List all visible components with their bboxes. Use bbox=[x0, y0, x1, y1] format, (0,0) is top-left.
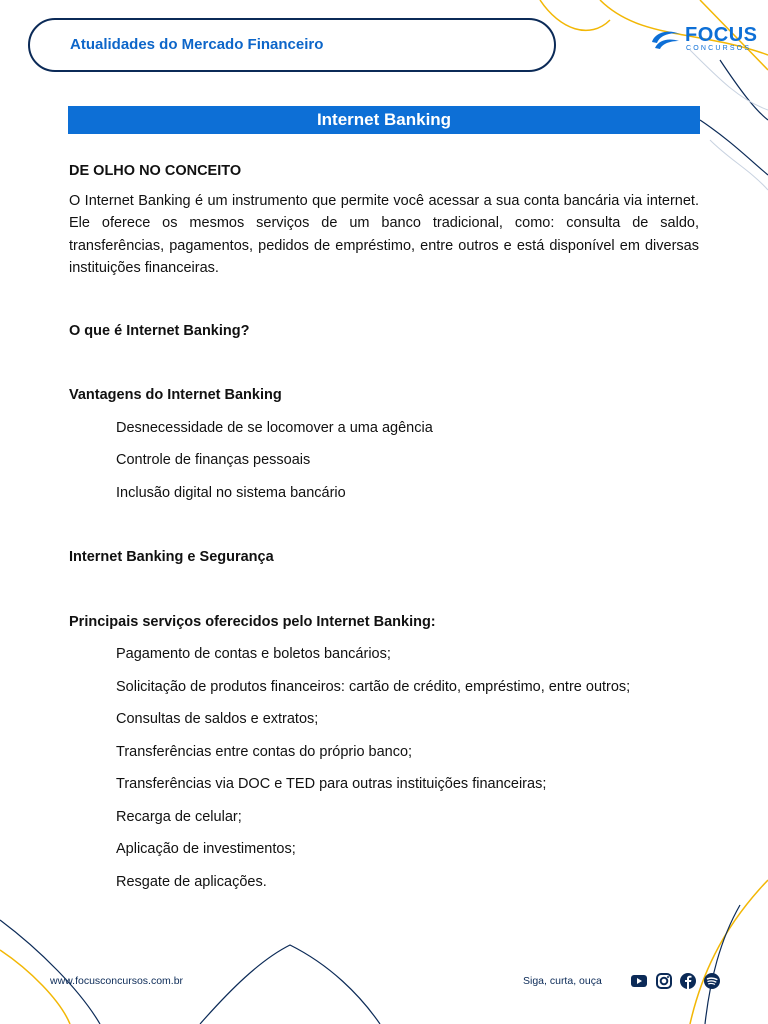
advantages-heading: Vantagens do Internet Banking bbox=[69, 387, 282, 403]
concept-paragraph: O Internet Banking é um instrumento que permite você acessar a sua conta bancária via internet. Ele oferece os mesmos serviços de um banco tradicional, como: consulta de saldo, transferências, pagamentos, pedidos de empréstimo, entre outros e está disponível em diversas instituições financeiras. bbox=[69, 192, 699, 276]
logo-subtitle: CONCURSOS bbox=[686, 45, 752, 52]
footer-follow-text: Siga, curta, ouça bbox=[523, 975, 602, 987]
page-header-title: Atualidades do Mercado Financeiro bbox=[70, 36, 324, 53]
concept-heading: DE OLHO NO CONCEITO bbox=[69, 163, 242, 179]
facebook-icon[interactable] bbox=[679, 972, 697, 990]
instagram-icon[interactable] bbox=[655, 972, 673, 990]
youtube-icon[interactable] bbox=[630, 972, 648, 990]
service-item: Recarga de celular; bbox=[116, 808, 242, 825]
focus-logo-mark-icon bbox=[649, 27, 683, 53]
service-item: Transferências via DOC e TED para outras instituições financeiras; bbox=[116, 776, 547, 792]
service-item: Pagamento de contas e boletos bancários; bbox=[116, 646, 391, 662]
advantage-item: Controle de finanças pessoais bbox=[116, 452, 311, 468]
document-body bbox=[69, 160, 699, 893]
service-item: Consultas de saldos e extratos; bbox=[116, 711, 319, 727]
focus-logo bbox=[649, 24, 758, 58]
service-item: Resgate de aplicações. bbox=[116, 873, 267, 890]
footer-website-link[interactable]: www.focusconcursos.com.br bbox=[50, 975, 184, 987]
service-item: Aplicação de investimentos; bbox=[116, 841, 296, 857]
service-item: Solicitação de produtos financeiros: cartão de crédito, empréstimo, entre outros; bbox=[116, 678, 631, 695]
section-banner: Internet Banking bbox=[68, 106, 700, 134]
spotify-icon[interactable] bbox=[703, 972, 721, 990]
advantage-item: Desnecessidade de se locomover a uma agência bbox=[116, 419, 433, 436]
advantage-item: Inclusão digital no sistema bancário bbox=[116, 484, 346, 501]
service-item: Transferências entre contas do próprio banco; bbox=[116, 743, 413, 760]
logo-wordmark: FOCUS bbox=[685, 24, 758, 46]
security-heading: Internet Banking e Segurança bbox=[69, 549, 274, 565]
services-heading: Principais serviços oferecidos pelo Internet Banking: bbox=[69, 613, 436, 630]
what-is-heading: O que é Internet Banking? bbox=[69, 322, 250, 339]
